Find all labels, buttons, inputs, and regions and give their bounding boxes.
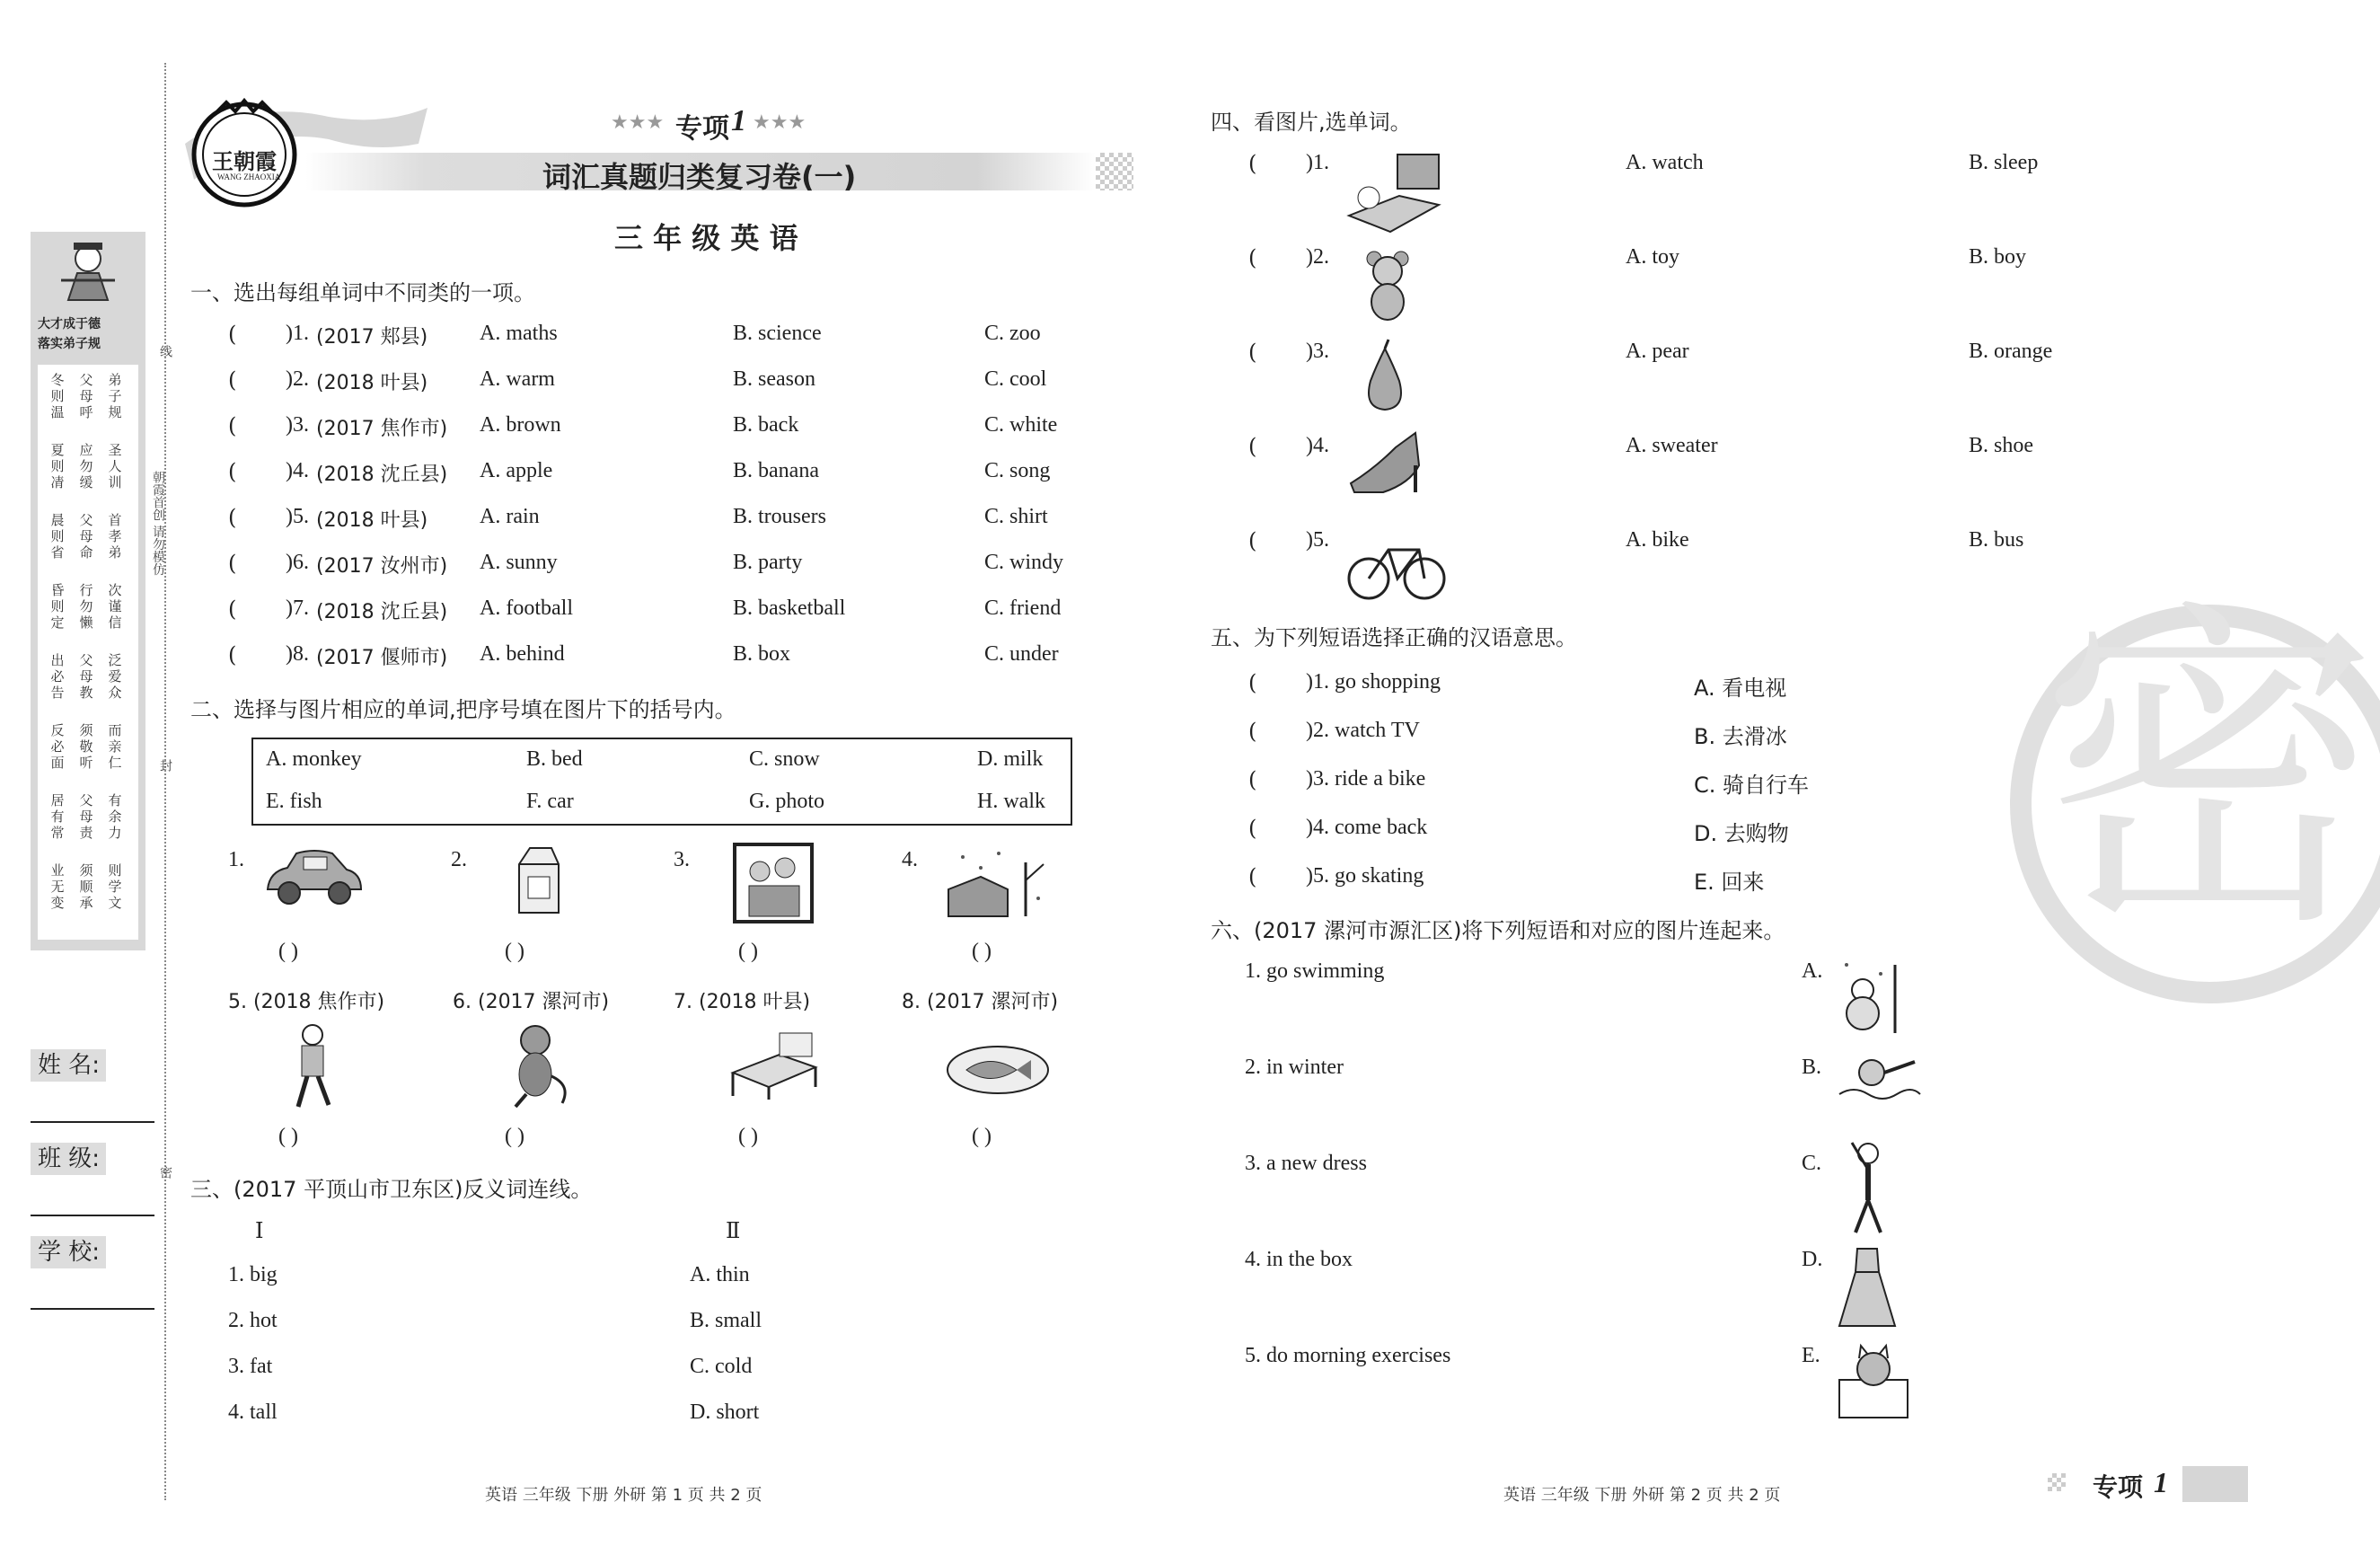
answer-paren[interactable]: ( [1248,816,1257,841]
match-letter: C. [1802,1152,1822,1175]
dress-icon[interactable] [1836,1245,1899,1331]
motto-top-2: 落实弟子规 [38,337,101,351]
answer-paren[interactable]: ( [1248,719,1257,744]
bed-icon [726,1024,823,1101]
word-bank-item: E. fish [266,790,322,813]
picture-label: 1. [228,848,244,871]
answer-paren[interactable]: ( ) [505,940,524,963]
brand-logo-text: 王朝霞 [212,149,277,174]
section5-title: 五、为下列短语选择正确的汉语意思。 [1211,625,1577,650]
question-number: )4. [1306,434,1329,457]
motto-col: 弟子规 [108,372,122,420]
stars-right: ★★★ [753,111,807,134]
family-photo-icon [731,841,815,925]
winter-scene-icon[interactable] [1836,954,1909,1037]
motto-col: 父母责 [79,792,93,841]
answer-paren[interactable]: ( ) [972,940,992,963]
motto-col: 出必告 [50,652,65,701]
word-bank-item: F. car [526,790,574,813]
motto-top-1: 大才成于德 [38,317,101,331]
answer-paren[interactable]: ( ) [505,1125,524,1148]
option-b[interactable]: B. bus [1969,528,2024,552]
match-letter: B. [1802,1056,1822,1079]
left-word[interactable]: 4. tall [228,1401,278,1424]
question-number: )8. [286,642,309,666]
scholar-icon [56,237,120,309]
snow-scene-icon [945,844,1056,920]
fish-plate-icon [945,1042,1051,1098]
brand-logo-subtext: WANG ZHAOXIA [217,172,281,181]
word-bank-item: C. snow [749,747,820,771]
match-phrase[interactable]: 3. a new dress [1245,1152,1367,1175]
section2-title: 二、选择与图片相应的单词,把序号填在图片下的括号内。 [190,697,736,722]
option-b[interactable]: B. science [733,322,822,345]
motto-col: 昏则定 [50,582,65,631]
question-number: )7. [286,596,309,620]
phrase: )3. ride a bike [1306,767,1426,791]
motto-col: 首孝弟 [108,512,122,561]
match-letter: D. [1802,1248,1823,1271]
picture-label: 3. [674,848,690,871]
picture-label: 2. [451,848,467,871]
question-number: )1. [1306,151,1329,174]
pear-icon [1358,340,1412,411]
left-word[interactable]: 2. hot [228,1309,278,1332]
option-b[interactable]: B. shoe [1969,434,2033,457]
option-b[interactable]: B. box [733,642,791,666]
answer-paren[interactable]: ( ) [738,940,758,963]
motto-col: 则学文 [108,862,122,911]
picture-label: 6. (2017 漯河市) [453,991,610,1013]
left-word[interactable]: 3. fat [228,1355,273,1378]
option-b[interactable]: B. basketball [733,596,846,620]
question-source: (2017 偃师市) [316,647,448,669]
answer-paren[interactable]: ( [1248,528,1257,553]
answer-paren[interactable]: ( [228,413,237,438]
option-a[interactable]: A. behind [480,642,565,666]
margin-note-secret: 密 [158,1166,172,1179]
answer-paren[interactable]: ( [228,367,237,393]
motto-col: 次谨信 [108,582,122,631]
word-bank-item: G. photo [749,790,824,813]
meaning-option[interactable]: A. 看电视 [1694,676,1787,701]
motto-col: 应勿缓 [79,442,93,490]
question-number: )2. [286,367,309,391]
match-phrase[interactable]: 5. do morning exercises [1245,1344,1451,1367]
question-number: )3. [1306,340,1329,363]
picture-label: 5. (2018 焦作市) [228,991,385,1013]
picture-label: 4. [902,848,918,871]
question-source: (2017 焦作市) [316,418,448,440]
question-number: )1. [286,322,309,345]
question-number: )5. [286,505,309,528]
bike-icon [1347,523,1446,604]
right-word[interactable]: C. cold [690,1355,753,1378]
tag-pattern [2048,1473,2066,1491]
meaning-option[interactable]: E. 回来 [1694,870,1765,895]
cat-in-box-icon[interactable] [1836,1344,1911,1421]
question-source: (2018 沈丘县) [316,464,448,486]
class-label: 班 级: [31,1143,106,1175]
name-label: 姓 名: [31,1049,106,1082]
motto-col: 业无变 [50,862,65,911]
question-number: )6. [286,551,309,574]
picture-label: 8. (2017 漯河市) [902,991,1059,1013]
question-source: (2017 郏县) [316,326,428,349]
option-a[interactable]: A. brown [480,413,561,437]
match-letter: A. [1802,959,1823,983]
title-bar-pattern [1096,153,1133,190]
option-a[interactable]: A. rain [480,505,540,528]
option-a[interactable]: A. bike [1626,528,1689,552]
answer-paren[interactable]: ( [1248,340,1257,365]
word-bank [251,738,1072,826]
watermark-text: 密 [2039,573,2380,971]
monkey-icon [499,1022,573,1109]
answer-paren[interactable]: ( [228,322,237,347]
series-tag: 专项 [2093,1472,2144,1502]
option-b[interactable]: B. orange [1969,340,2053,363]
meaning-option[interactable]: C. 骑自行车 [1694,773,1810,798]
motto-col: 夏则凊 [50,442,65,490]
motto-col: 有余力 [108,792,122,841]
motto-col: 须顺承 [79,862,93,911]
motto-col: 反必面 [50,722,65,771]
phrase: )1. go shopping [1306,670,1441,694]
answer-paren[interactable]: ( [228,642,237,667]
page-title: 词汇真题归类复习卷(一) [542,160,857,194]
shoe-icon [1347,429,1423,498]
right-word[interactable]: D. short [690,1401,760,1424]
margin-note-original: 朝霞首创 请勿模仿 [151,471,165,576]
motto-col: 父母呼 [79,372,93,420]
option-c[interactable]: C. shirt [984,505,1048,528]
answer-paren[interactable]: ( [228,459,237,484]
name-field[interactable] [31,1121,154,1123]
binding-line [164,63,166,1500]
walking-boy-icon [286,1022,339,1112]
question-source: (2018 叶县) [316,372,428,394]
answer-paren[interactable]: ( ) [738,1125,758,1148]
option-c[interactable]: C. friend [984,596,1062,620]
match-phrase[interactable]: 1. go swimming [1245,959,1385,983]
option-c[interactable]: C. white [984,413,1058,437]
option-b[interactable]: B. back [733,413,799,437]
option-b[interactable]: B. party [733,551,803,574]
option-b[interactable]: B. sleep [1969,151,2039,174]
option-a[interactable]: A. watch [1626,151,1704,174]
motto-text-area [38,365,138,940]
match-phrase[interactable]: 4. in the box [1245,1248,1353,1271]
phrase: )5. go skating [1306,864,1424,888]
answer-paren[interactable]: ( ) [278,1125,298,1148]
answer-paren[interactable]: ( [1248,670,1257,695]
column-head-1: Ⅰ [255,1220,264,1243]
question-number: )4. [286,459,309,482]
tag-bar [2182,1466,2248,1502]
series-tag-number: 1 [2154,1466,2168,1498]
word-bank-item: D. milk [977,747,1044,771]
column-head-2: Ⅱ [726,1220,741,1243]
option-a[interactable]: A. warm [480,367,555,391]
swimming-icon[interactable] [1836,1049,1922,1114]
phrase: )4. come back [1306,816,1428,839]
question-number: )3. [286,413,309,437]
option-b[interactable]: B. season [733,367,815,391]
option-b[interactable]: B. banana [733,459,819,482]
answer-paren[interactable]: ( [1248,245,1257,270]
right-word[interactable]: B. small [690,1309,762,1332]
stars-left: ★★★ [611,111,665,134]
school-label: 学 校: [31,1236,106,1268]
answer-paren[interactable]: ( [1248,434,1257,459]
grade-subject: 三 年 级 英 语 [614,221,798,255]
section1-title: 一、选出每组单词中不同类的一项。 [190,280,535,305]
sleeping-child-icon [1345,151,1444,241]
margin-note-line: 线 [158,345,172,358]
motto-panel [31,232,145,950]
car-icon [260,844,366,909]
motto-col: 父母命 [79,512,93,561]
motto-col: 而亲仁 [108,722,122,771]
class-field[interactable] [31,1215,154,1216]
picture-label: 7. (2018 叶县) [674,991,811,1013]
option-b[interactable]: B. trousers [733,505,826,528]
answer-paren[interactable]: ( [228,551,237,576]
option-a[interactable]: A. sweater [1626,434,1718,457]
option-a[interactable]: A. maths [480,322,558,345]
margin-note-seal: 封 [158,759,172,772]
question-source: (2017 汝州市) [316,555,448,578]
option-c[interactable]: C. windy [984,551,1064,574]
option-a[interactable]: A. pear [1626,340,1689,363]
meaning-option[interactable]: B. 去滑冰 [1694,724,1787,749]
word-bank-item: B. bed [526,747,583,771]
teddy-bear-icon [1356,248,1419,323]
section6-title: 六、(2017 漯河市源汇区)将下列短语和对应的图片连起来。 [1211,918,1785,943]
answer-paren[interactable]: ( [1248,151,1257,176]
question-source: (2018 叶县) [316,509,428,532]
milk-carton-icon [512,843,566,916]
match-phrase[interactable]: 2. in winter [1245,1056,1344,1079]
motto-col: 居有常 [50,792,65,841]
option-c[interactable]: C. cool [984,367,1047,391]
question-source: (2018 沈丘县) [316,601,448,623]
word-bank-item: H. walk [977,790,1045,813]
section4-title: 四、看图片,选单词。 [1211,110,1412,135]
option-a[interactable]: A. toy [1626,245,1679,269]
answer-paren[interactable]: ( [228,596,237,622]
page-footer-right: 英语 三年级 下册 外研 第 2 页 共 2 页 [1503,1486,1781,1505]
option-c[interactable]: C. zoo [984,322,1041,345]
motto-col: 泛爱众 [108,652,122,701]
left-word[interactable]: 1. big [228,1263,278,1286]
motto-col: 晨则省 [50,512,65,561]
question-number: )2. [1306,245,1329,269]
option-c[interactable]: C. under [984,642,1059,666]
question-number: )5. [1306,528,1329,552]
phrase: )2. watch TV [1306,719,1420,742]
answer-paren[interactable]: ( ) [972,1125,992,1148]
answer-paren[interactable]: ( ) [278,940,298,963]
answer-paren[interactable]: ( [1248,864,1257,889]
motto-col: 冬则温 [50,372,65,420]
option-a[interactable]: A. sunny [480,551,558,574]
series-label: 专项 [675,113,729,145]
option-a[interactable]: A. football [480,596,573,620]
motto-col: 须敬听 [79,722,93,771]
answer-paren[interactable]: ( [1248,767,1257,792]
section3-title: 三、(2017 平顶山市卫东区)反义词连线。 [190,1177,593,1202]
match-letter: E. [1802,1344,1820,1367]
right-word[interactable]: A. thin [690,1263,750,1286]
motto-col: 行勿懒 [79,582,93,631]
option-c[interactable]: C. song [984,459,1051,482]
word-bank-item: A. monkey [266,747,362,771]
page-footer-left: 英语 三年级 下册 外研 第 1 页 共 2 页 [485,1486,762,1505]
motto-col: 圣人训 [108,442,122,490]
series-number: 1 [731,104,746,137]
option-a[interactable]: A. apple [480,459,553,482]
school-field[interactable] [31,1308,154,1310]
motto-col: 父母教 [79,652,93,701]
option-b[interactable]: B. boy [1969,245,2027,269]
meaning-option[interactable]: D. 去购物 [1694,821,1789,846]
answer-paren[interactable]: ( [228,505,237,530]
morning-exercise-icon[interactable] [1841,1137,1895,1238]
